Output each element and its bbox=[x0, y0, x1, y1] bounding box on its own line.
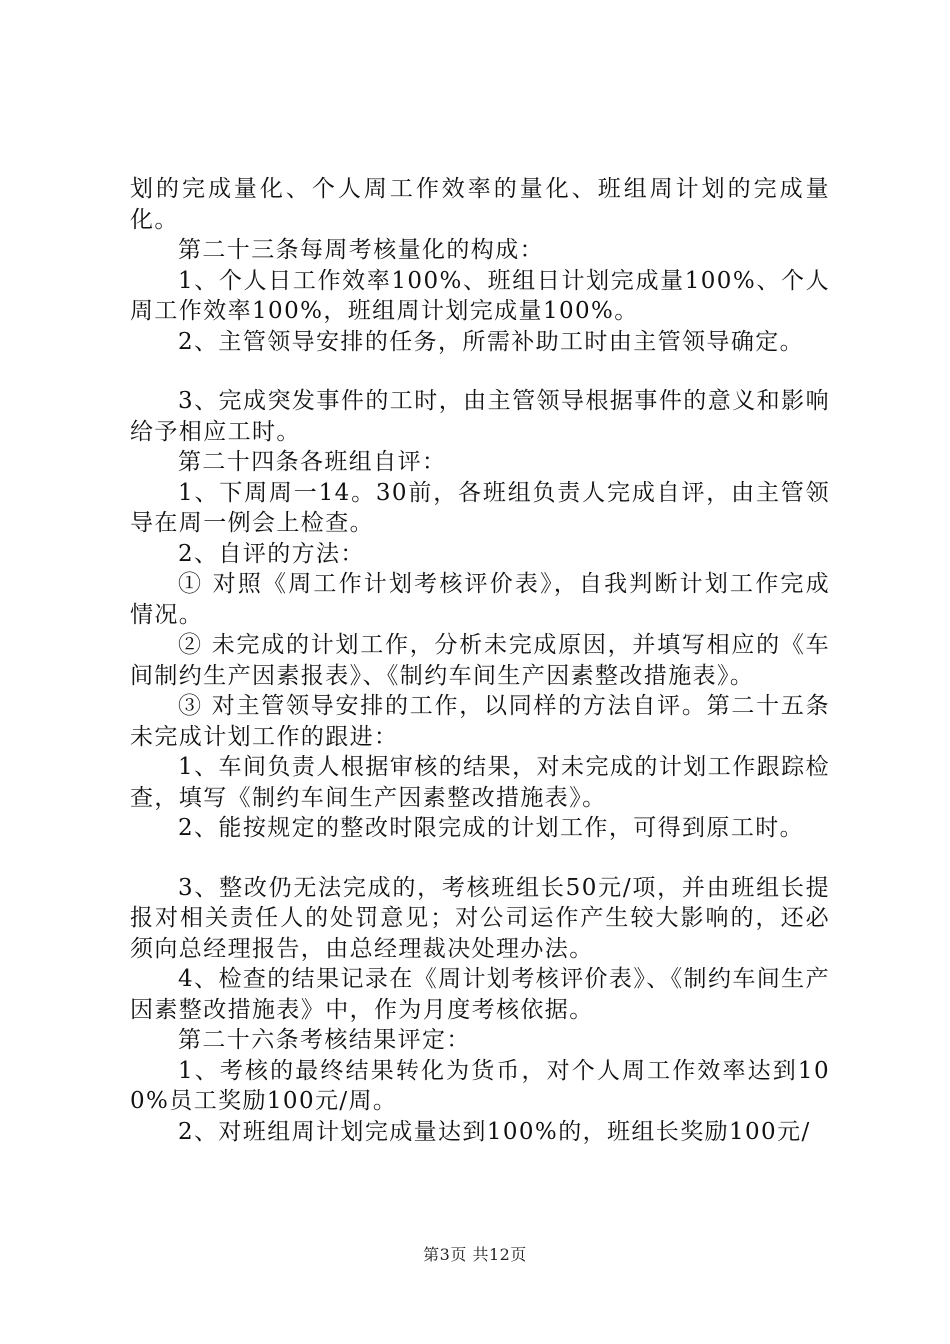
article-25-item-1: 1、车间负责人根据审核的结果，对未完成的计划工作跟踪检查，填写《制约车间生产因素整改措施表》。 bbox=[130, 754, 830, 811]
article-26-heading: 第二十六条考核结果评定： bbox=[178, 1027, 471, 1053]
article-25-item-3: 3、整改仍无法完成的，考核班组长50元/项，并由班组长提报对相关责任人的处罚意见；对公司运作产生较大影响的，还必须向总经理报告，由总经理裁决处理办法。 bbox=[130, 874, 830, 962]
article-24-subitem-1: ① 对照《周工作计划考核评价表》，自我判断计划工作完成情况。 bbox=[130, 571, 830, 628]
article-24-subitem-3: ③ 对主管领导安排的工作，以同样的方法自评。第二十五条未完成计划工作的跟进： bbox=[130, 693, 830, 750]
article-24-subitem-2: ② 未完成的计划工作，分析未完成原因，并填写相应的《车间制约生产因素报表》、《制约车间生产因素整改措施表》。 bbox=[130, 632, 830, 689]
document-body bbox=[130, 174, 830, 1147]
article-24-heading: 第二十四条各班组自评： bbox=[178, 449, 447, 475]
page-number-footer: 第3页 共12页 bbox=[423, 1245, 527, 1264]
article-23-item-1: 1、个人日工作效率100%、班组日计划完成量100%、个人周工作效率100%，班组周计划完成量100%。 bbox=[130, 267, 830, 324]
article-25-item-4: 4、检查的结果记录在《周计划考核评价表》、《制约车间生产因素整改措施表》中，作为月度考核依据。 bbox=[130, 966, 830, 1023]
article-23-heading: 第二十三条每周考核量化的构成： bbox=[178, 237, 544, 263]
paragraph-continuation: 划的完成量化、个人周工作效率的量化、班组周计划的完成量化。 bbox=[130, 176, 830, 233]
article-26-item-2: 2、对班组周计划完成量达到100%的，班组长奖励100元/ bbox=[178, 1118, 811, 1145]
article-25-item-2: 2、能按规定的整改时限完成的计划工作，可得到原工时。 bbox=[178, 815, 805, 841]
article-26-item-1: 1、考核的最终结果转化为货币，对个人周工作效率达到100%员工奖励100元/周。 bbox=[130, 1057, 830, 1114]
article-23-item-3: 3、完成突发事件的工时，由主管领导根据事件的意义和影响给予相应工时。 bbox=[130, 388, 830, 445]
article-24-item-1: 1、下周周一14。30前，各班组负责人完成自评，由主管领导在周一例会上检查。 bbox=[130, 479, 830, 536]
article-24-item-2: 2、自评的方法： bbox=[178, 540, 365, 567]
article-23-item-2: 2、主管领导安排的任务，所需补助工时由主管领导确定。 bbox=[178, 328, 805, 355]
